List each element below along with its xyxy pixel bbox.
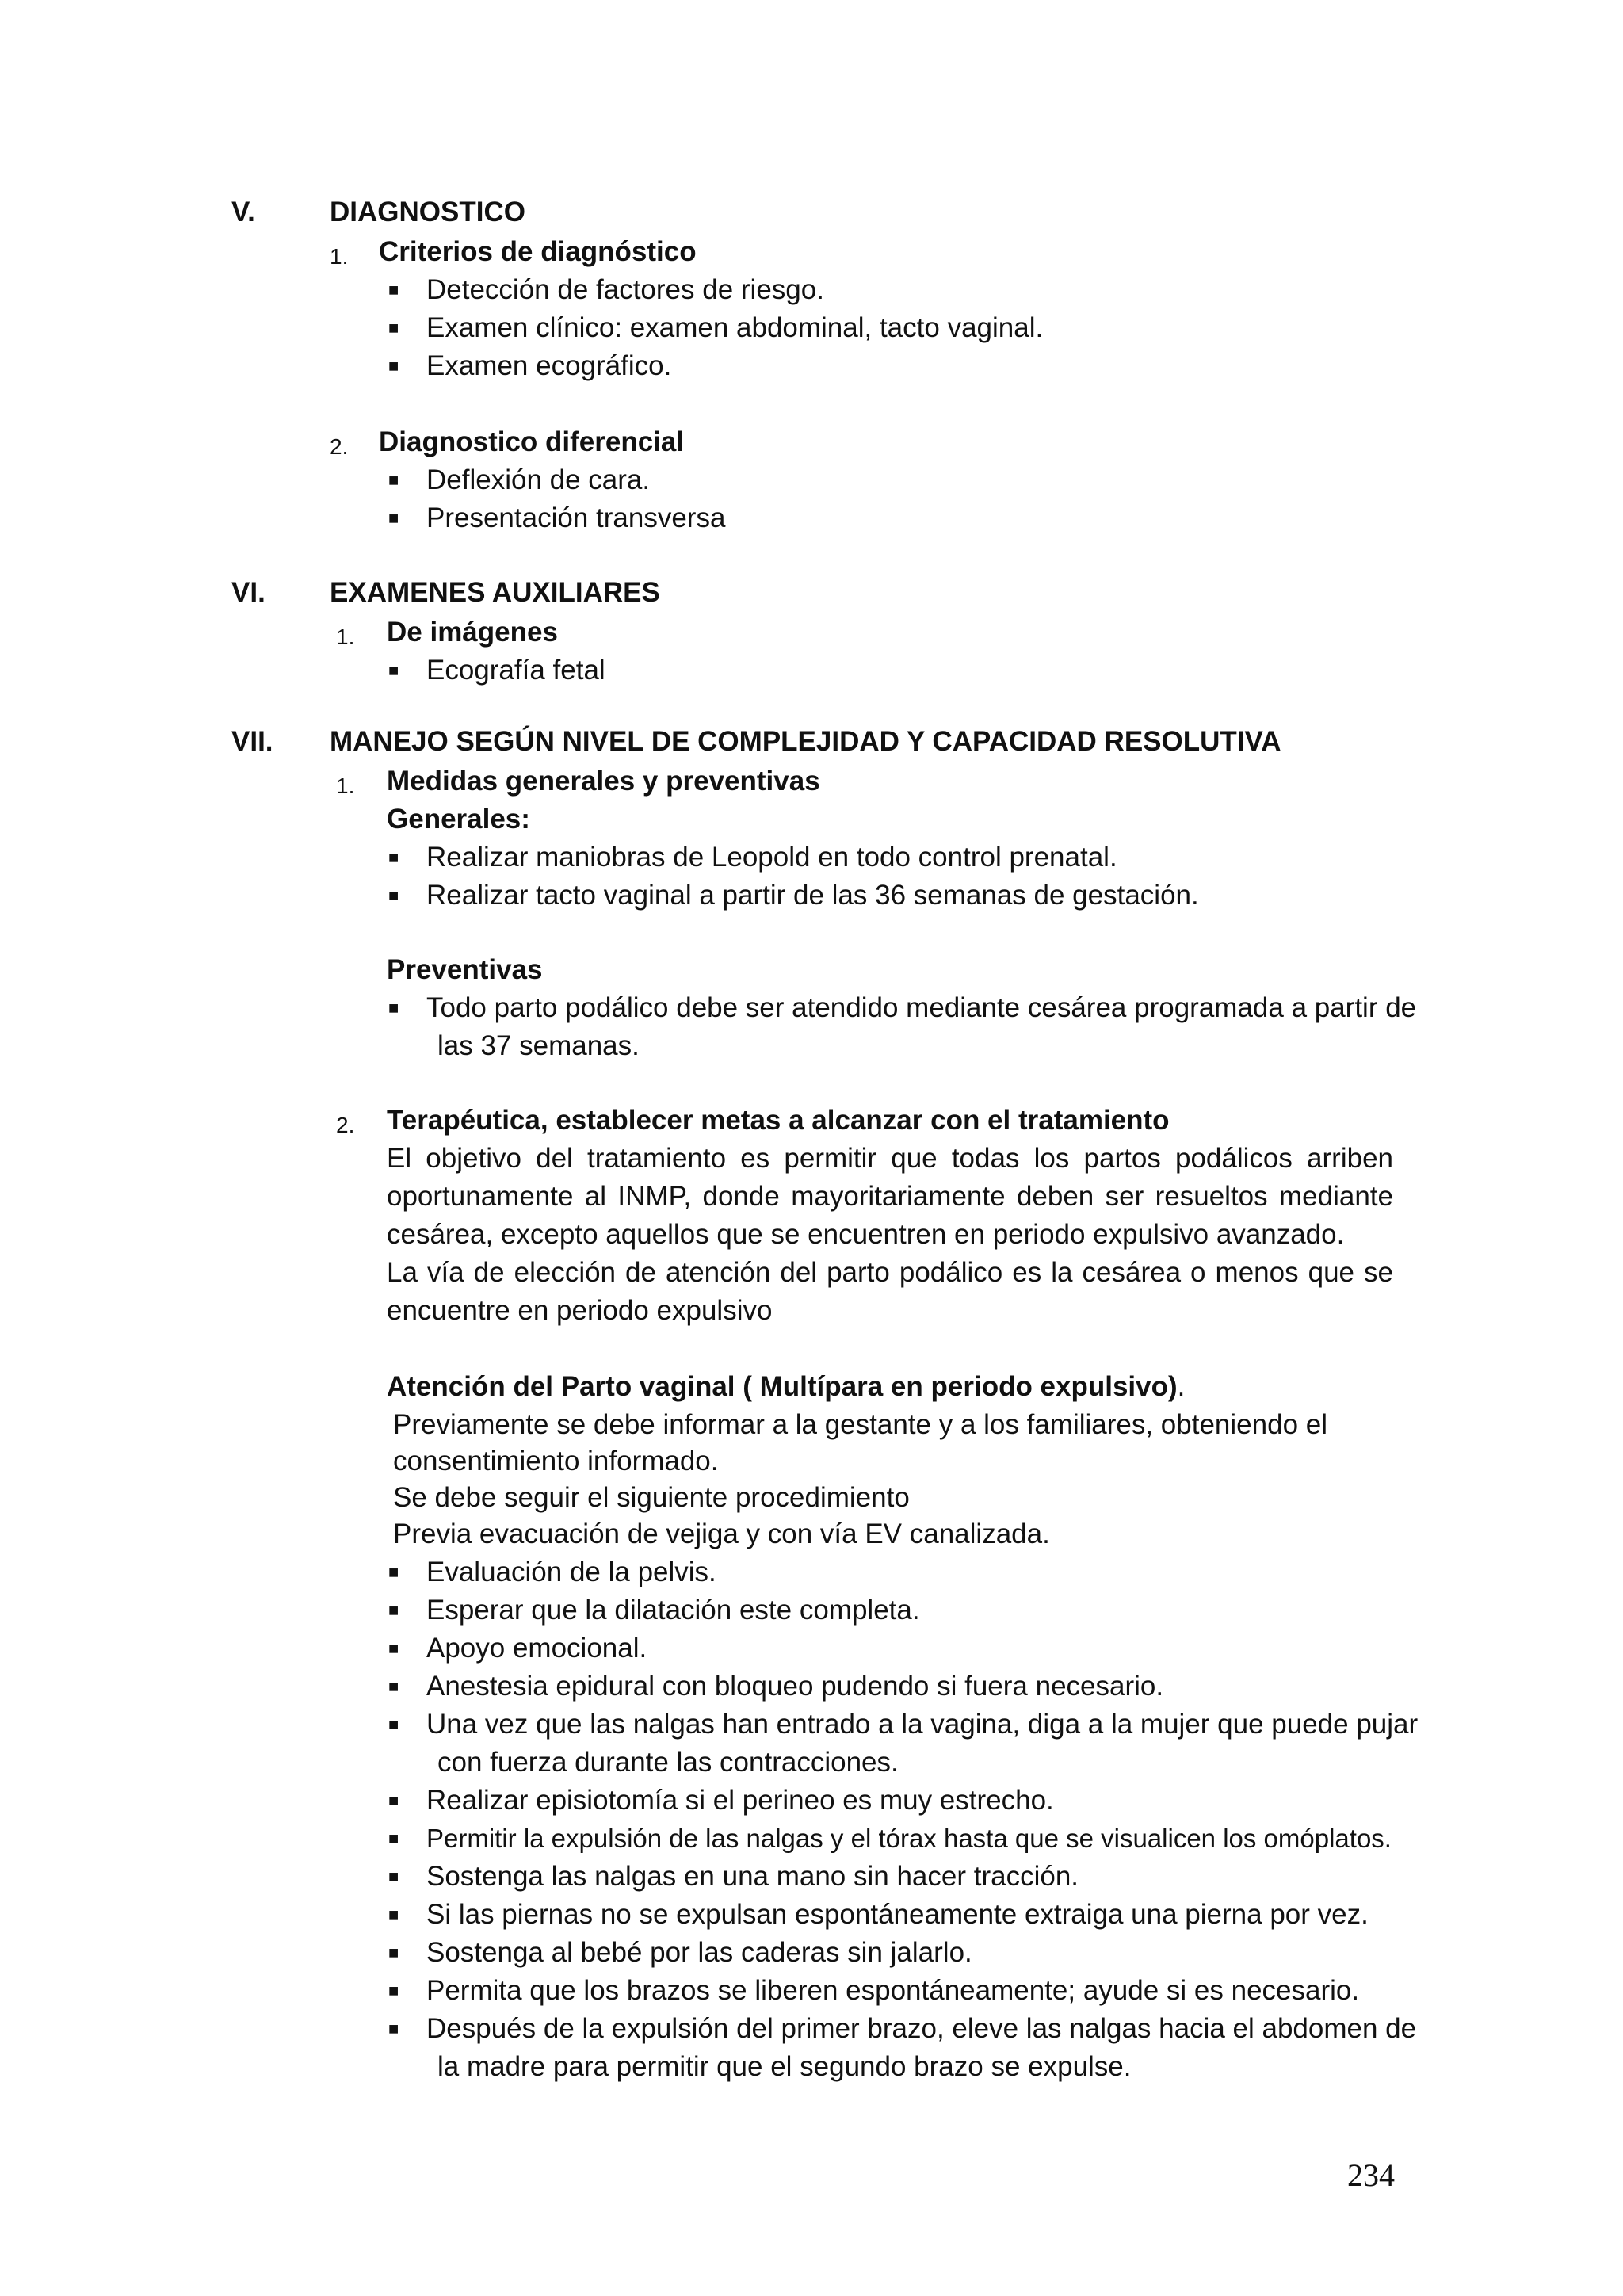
subsection-title: Diagnostico diferencial: [379, 426, 685, 457]
list-item: Después de la expulsión del primer brazo, eleve las nalgas hacia el abdomen de: [426, 2013, 1417, 2044]
subsection-title: Terapéutica, establecer metas a alcanzar con el tratamiento: [387, 1105, 1170, 1136]
subsection-title: Criterios de diagnóstico: [379, 236, 697, 267]
list-item: Todo parto podálico debe ser atendido mediante cesárea programada a partir de: [426, 992, 1417, 1023]
section-title: MANEJO SEGÚN NIVEL DE COMPLEJIDAD Y CAPACIDAD RESOLUTIVA: [330, 726, 1281, 757]
list-item: Esperar que la dilatación este completa.: [426, 1595, 920, 1626]
bullet-icon: ■: [388, 1562, 399, 1582]
bullet-icon: ■: [388, 885, 399, 905]
list-item: Ecografía fetal: [426, 655, 605, 686]
section-number: VI.: [231, 577, 265, 608]
list-item: Una vez que las nalgas han entrado a la vagina, diga a la mujer que puede pujar: [426, 1709, 1419, 1740]
section-title: EXAMENES AUXILIARES: [330, 577, 660, 608]
list-item: Anestesia epidural con bloqueo pudendo si fuera necesario.: [426, 1671, 1164, 1702]
list-item: Apoyo emocional.: [426, 1633, 647, 1664]
bullet-icon: ■: [388, 1600, 399, 1620]
list-item: Permita que los brazos se liberen espontáneamente; ayude si es necesario.: [426, 1975, 1360, 2006]
subsection-number: 1.: [336, 625, 355, 649]
paragraph-line: oportunamente al INMP, donde mayoritariamente deben ser resueltos mediante: [387, 1181, 1393, 1212]
bullet-icon: ■: [388, 280, 399, 300]
bullet-icon: ■: [388, 1714, 399, 1734]
section-title: DIAGNOSTICO: [330, 197, 525, 227]
paragraph-line: cesárea, excepto aquellos que se encuentren en periodo expulsivo avanzado.: [387, 1219, 1345, 1250]
list-item: Si las piernas no se expulsan espontáneamente extraiga una pierna por vez.: [426, 1899, 1369, 1930]
intro-line: Previa evacuación de vejiga y con vía EV canalizada.: [393, 1519, 1050, 1549]
bullet-icon: ■: [388, 1676, 399, 1696]
bullet-icon: ■: [388, 470, 399, 490]
intro-line: Se debe seguir el siguiente procedimiento: [393, 1482, 910, 1513]
bullet-icon: ■: [388, 847, 399, 867]
bullet-icon: ■: [388, 508, 399, 528]
intro-line: Previamente se debe informar a la gestante y a los familiares, obteniendo el: [393, 1409, 1327, 1440]
bullet-icon: ■: [388, 1790, 399, 1810]
list-item: Realizar tacto vaginal a partir de las 36 semanas de gestación.: [426, 880, 1199, 911]
paragraph-line: La vía de elección de atención del parto podálico es la cesárea o menos que se: [387, 1257, 1393, 1288]
bullet-icon: ■: [388, 1638, 399, 1658]
bullet-icon: ■: [388, 1828, 399, 1848]
paragraph-line: encuentre en periodo expulsivo: [387, 1295, 773, 1326]
bullet-icon: ■: [388, 1904, 399, 1924]
list-item: Permitir la expulsión de las nalgas y el tórax hasta que se visualicen los omóplatos.: [426, 1824, 1392, 1853]
subsection-number: 1.: [330, 244, 349, 269]
bullet-icon: ■: [388, 1981, 399, 2000]
bullet-icon: ■: [388, 998, 399, 1018]
section-number: VII.: [231, 726, 273, 757]
list-item-continuation: con fuerza durante las contracciones.: [437, 1747, 899, 1778]
subsection-title: De imágenes: [387, 617, 558, 648]
atencion-period: .: [1177, 1371, 1186, 1402]
bullet-icon: ■: [388, 356, 399, 376]
list-item-continuation: la madre para permitir que el segundo brazo se expulse.: [437, 2051, 1132, 2082]
atencion-title: Atención del Parto vaginal ( Multípara en periodo expulsivo): [387, 1371, 1178, 1402]
subsection-number: 2.: [336, 1113, 355, 1137]
list-item: Evaluación de la pelvis.: [426, 1557, 716, 1587]
subheading-atencion: [387, 1368, 1185, 1405]
list-item: Examen clínico: examen abdominal, tacto vaginal.: [426, 312, 1044, 343]
page-number: 234: [1347, 2157, 1395, 2193]
subsection-number: 1.: [336, 774, 355, 798]
list-item: Sostenga al bebé por las caderas sin jalarlo.: [426, 1937, 972, 1968]
list-item: Deflexión de cara.: [426, 464, 651, 495]
bullet-icon: ■: [388, 2019, 399, 2038]
list-item: Presentación transversa: [426, 502, 726, 533]
section-number: V.: [231, 197, 255, 227]
subheading-generales: Generales:: [387, 804, 530, 835]
list-item: Sostenga las nalgas en una mano sin hacer tracción.: [426, 1861, 1079, 1892]
bullet-icon: ■: [388, 318, 399, 338]
subsection-number: 2.: [330, 434, 349, 459]
list-item: Realizar episiotomía si el perineo es muy estrecho.: [426, 1785, 1054, 1816]
subsection-title: Medidas generales y preventivas: [387, 766, 820, 797]
bullet-icon: ■: [388, 1943, 399, 1962]
bullet-icon: ■: [388, 1866, 399, 1886]
paragraph-line: El objetivo del tratamiento es permitir que todas los partos podálicos arriben: [387, 1143, 1393, 1174]
bullet-icon: ■: [388, 660, 399, 680]
list-item-continuation: las 37 semanas.: [437, 1030, 640, 1061]
subheading-preventivas: Preventivas: [387, 954, 543, 985]
list-item: Examen ecográfico.: [426, 350, 672, 381]
list-item: Realizar maniobras de Leopold en todo control prenatal.: [426, 842, 1117, 873]
list-item: Detección de factores de riesgo.: [426, 274, 824, 305]
intro-line: consentimiento informado.: [393, 1446, 719, 1477]
